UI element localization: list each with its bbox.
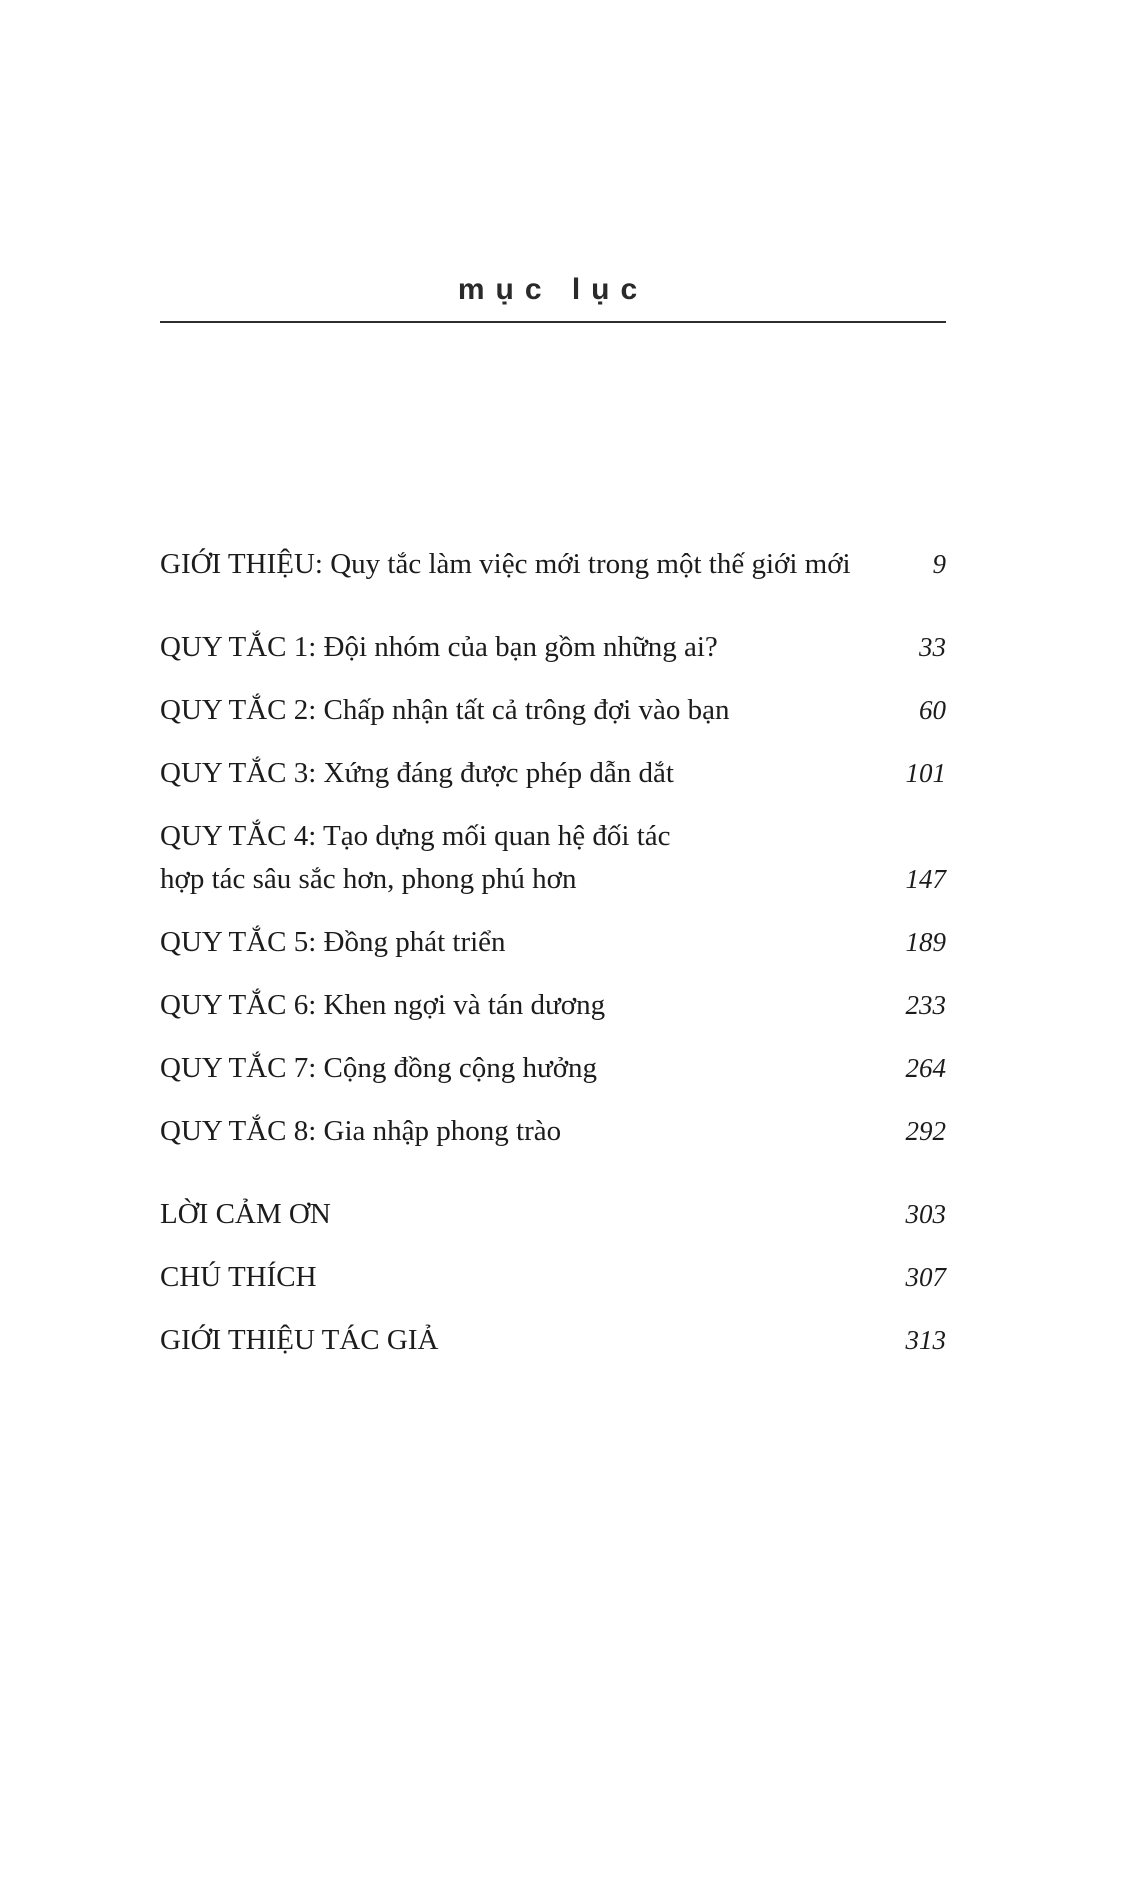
toc-entry-label-line: QUY TẮC 1: Đội nhóm của bạn gồm những ai? bbox=[160, 631, 718, 663]
toc-entry-page: 33 bbox=[919, 632, 946, 662]
toc-entry bbox=[160, 689, 946, 732]
toc-entry bbox=[160, 1110, 946, 1153]
toc-back-section bbox=[160, 1193, 946, 1362]
toc-entry-page: 60 bbox=[919, 695, 946, 725]
toc-entry-label-line: QUY TẮC 5: Đồng phát triển bbox=[160, 926, 506, 958]
toc-entry-label-line: GIỚI THIỆU: Quy tắc làm việc mới trong một thế giới mới bbox=[160, 548, 851, 580]
toc-entry-label-line: CHÚ THÍCH bbox=[160, 1261, 317, 1293]
toc-entry-page: 303 bbox=[905, 1199, 946, 1229]
toc-entry-label-line: QUY TẮC 6: Khen ngợi và tán dương bbox=[160, 989, 606, 1021]
toc-entry-page: 101 bbox=[905, 758, 946, 788]
toc-entry-label bbox=[160, 1193, 331, 1236]
toc-entry bbox=[160, 921, 946, 964]
toc-entry bbox=[160, 1256, 946, 1299]
toc-entry-label bbox=[160, 1110, 561, 1153]
toc-entry-label-line: QUY TẮC 2: Chấp nhận tất cả trông đợi vào bạn bbox=[160, 694, 730, 726]
toc-entry-label bbox=[160, 1256, 317, 1299]
toc-entry bbox=[160, 543, 946, 586]
toc-entry-label-line: QUY TẮC 8: Gia nhập phong trào bbox=[160, 1115, 562, 1147]
toc-entry-page: 264 bbox=[905, 1053, 946, 1083]
toc-entry-label bbox=[160, 1047, 597, 1090]
toc-entry bbox=[160, 1193, 946, 1236]
toc-entry bbox=[160, 626, 946, 669]
toc-entry-page: 189 bbox=[905, 927, 946, 957]
toc-entry-label bbox=[160, 752, 674, 795]
toc-rules-section bbox=[160, 626, 946, 1153]
toc-entry-label-line: QUY TẮC 7: Cộng đồng cộng hưởng bbox=[160, 1052, 598, 1084]
toc-entry-label bbox=[160, 689, 729, 732]
toc-page bbox=[0, 272, 1142, 1362]
toc-entry-page: 233 bbox=[905, 990, 946, 1020]
title-divider bbox=[160, 321, 946, 323]
toc-entry-label bbox=[160, 815, 671, 901]
table-of-contents bbox=[160, 543, 946, 1362]
toc-entry bbox=[160, 984, 946, 1027]
toc-entry-page: 307 bbox=[905, 1262, 946, 1292]
toc-entry bbox=[160, 1047, 946, 1090]
toc-entry-label-line: QUY TẮC 3: Xứng đáng được phép dẫn dắt bbox=[160, 757, 674, 789]
toc-intro-section bbox=[160, 543, 946, 586]
toc-entry-label bbox=[160, 543, 851, 586]
toc-entry-label bbox=[160, 626, 718, 669]
toc-entry-label bbox=[160, 984, 605, 1027]
toc-entry-label-line: LỜI CẢM ƠN bbox=[160, 1198, 331, 1230]
toc-entry bbox=[160, 752, 946, 795]
toc-entry bbox=[160, 1319, 946, 1362]
toc-entry-page: 147 bbox=[905, 864, 946, 894]
toc-entry-page: 9 bbox=[932, 549, 946, 579]
toc-entry-page: 292 bbox=[905, 1116, 946, 1146]
toc-entry-page: 313 bbox=[905, 1325, 946, 1355]
toc-entry-label-line: GIỚI THIỆU TÁC GIẢ bbox=[160, 1324, 439, 1356]
toc-entry bbox=[160, 815, 946, 901]
toc-entry-label bbox=[160, 1319, 438, 1362]
toc-entry-label-line: hợp tác sâu sắc hơn, phong phú hơn bbox=[160, 863, 577, 895]
page-title: mục lục bbox=[457, 273, 649, 306]
toc-entry-label bbox=[160, 921, 506, 964]
toc-entry-label-line: QUY TẮC 4: Tạo dựng mối quan hệ đối tác bbox=[160, 820, 671, 852]
